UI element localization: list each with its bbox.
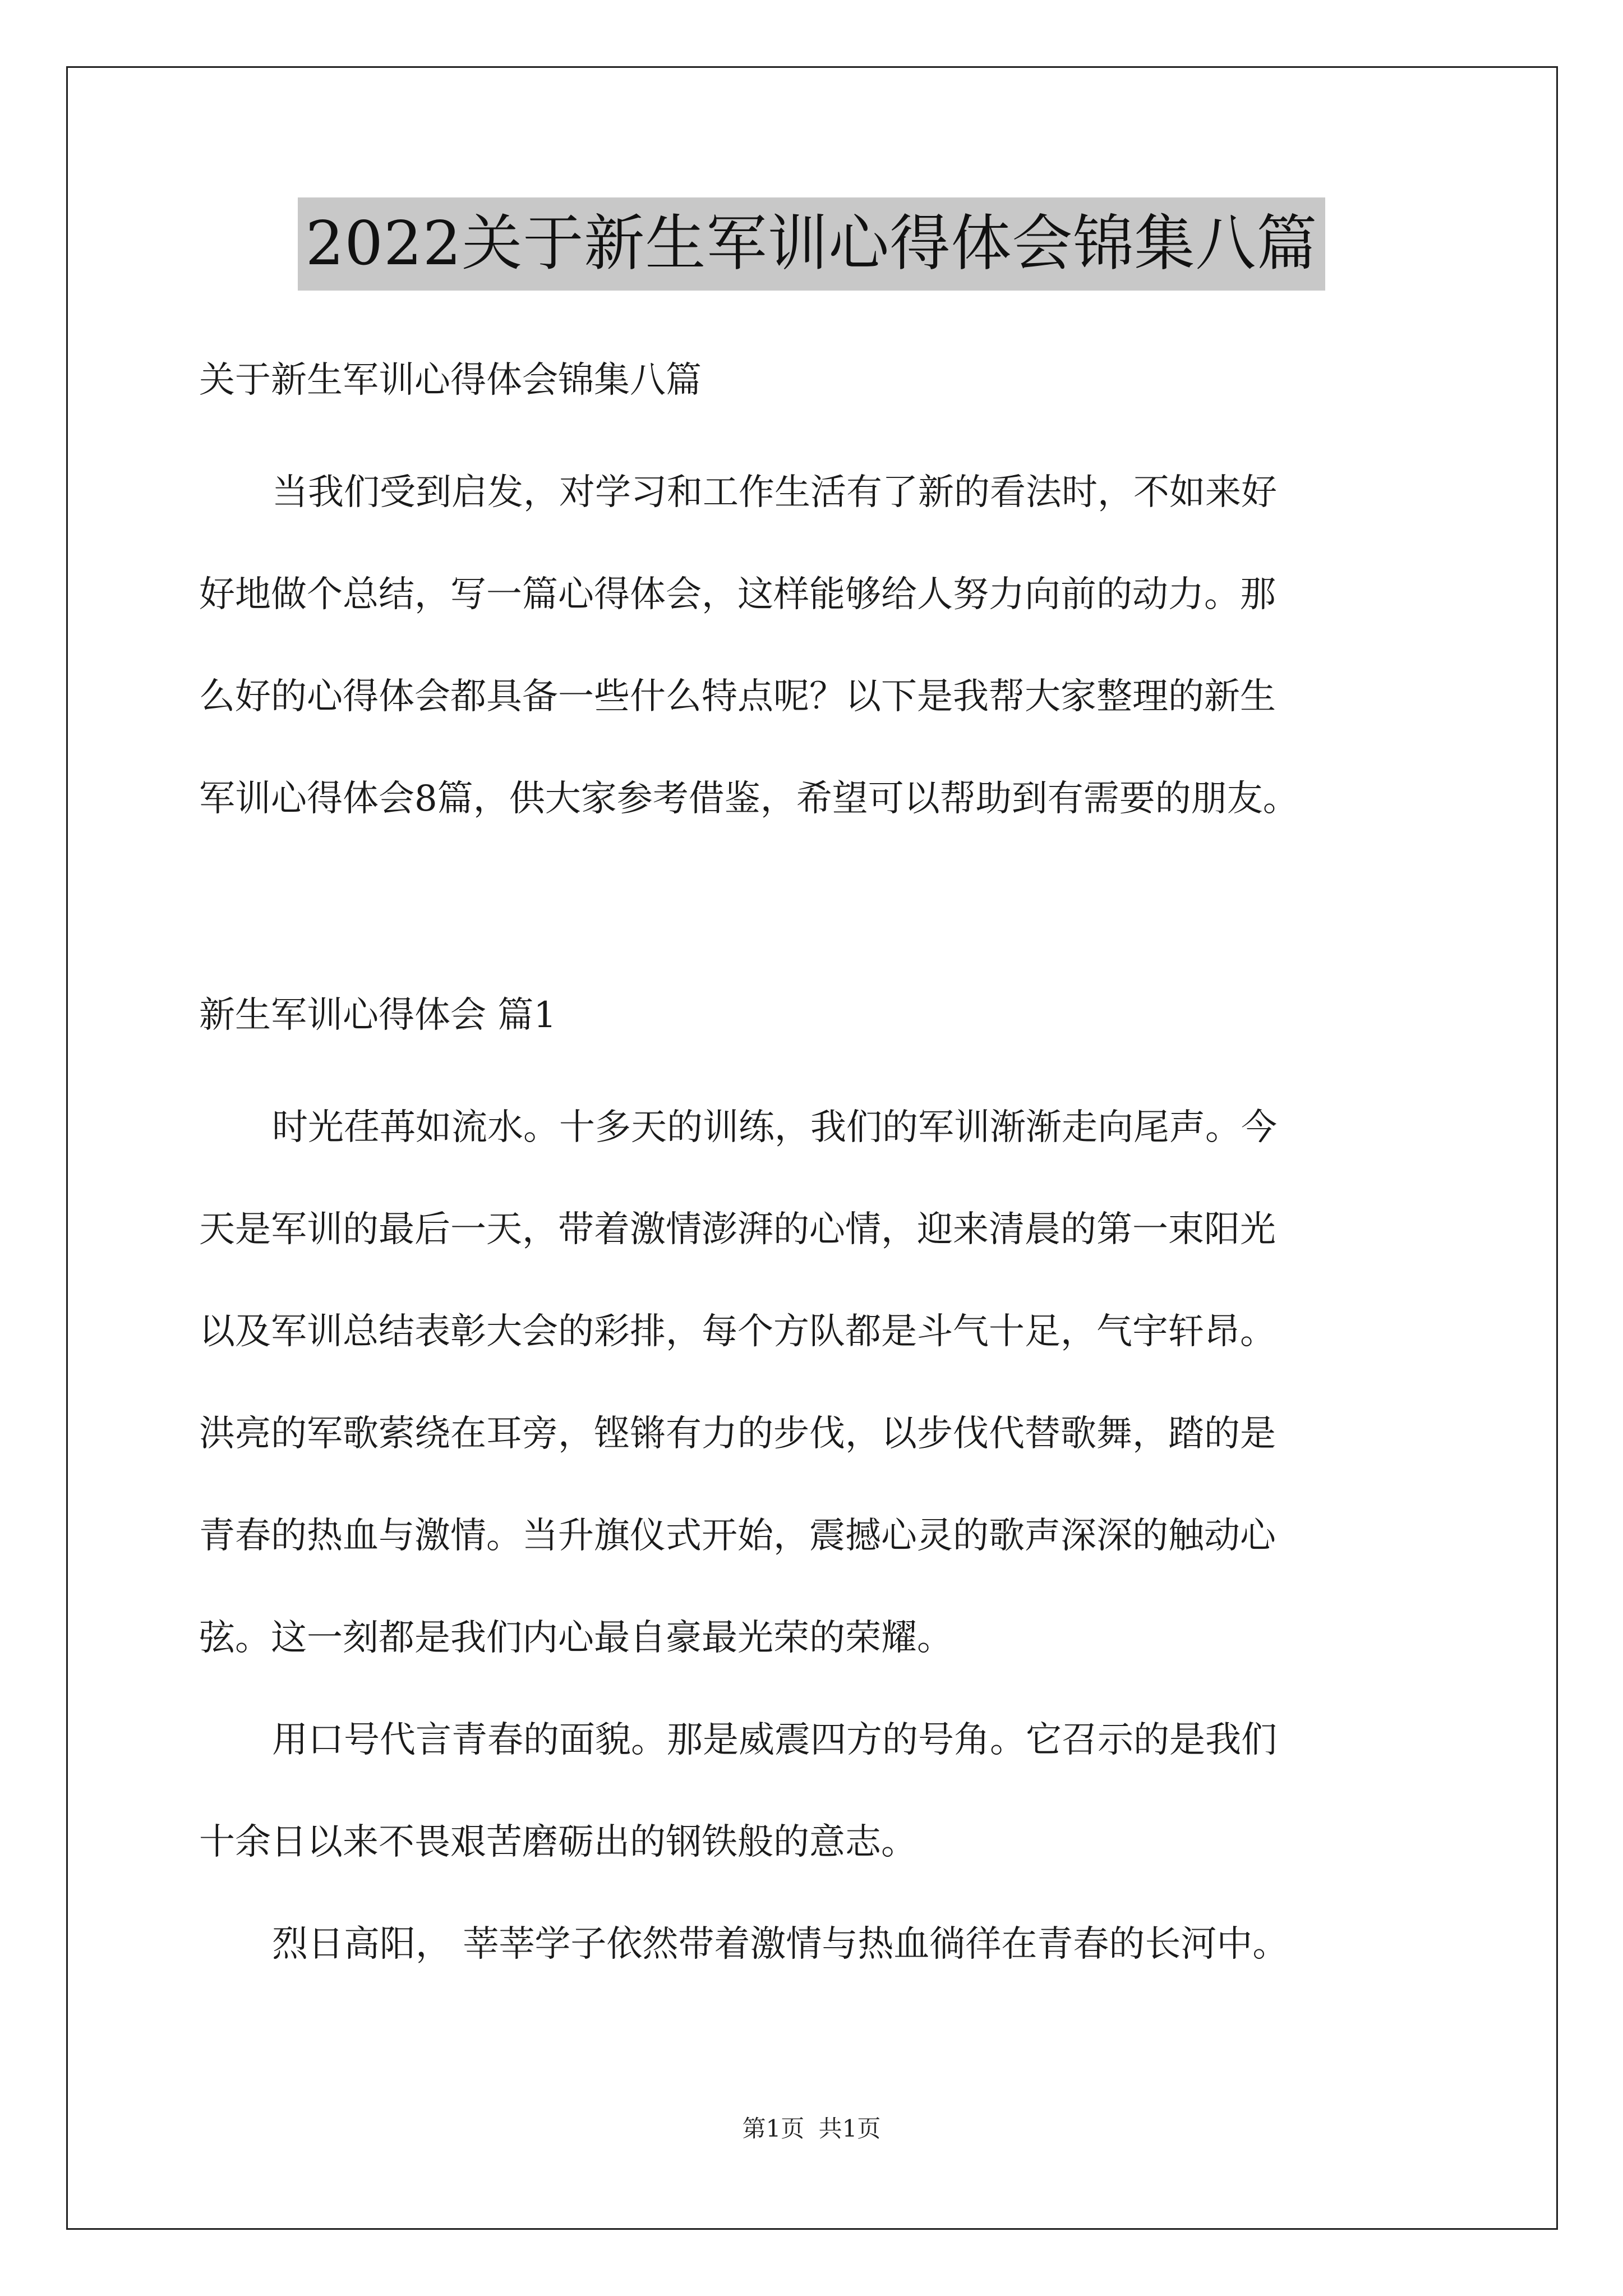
section-heading: 新生军训心得体会 篇1 xyxy=(199,995,557,1036)
section-line: 以及军训总结表彰大会的彩排，每个方队都是斗气十足，气宇轩昂。 xyxy=(199,1311,1276,1352)
section-line: 用口号代言青春的面貌。那是威震四方的号角。它召示的是我们 xyxy=(272,1719,1277,1761)
document-title: 2022关于新生军训心得体会锦集八篇 xyxy=(298,197,1326,291)
title-container xyxy=(0,197,1623,291)
section-line: 洪亮的军歌萦绕在耳旁，铿锵有力的步伐，以步伐代替歌舞，踏的是 xyxy=(199,1413,1276,1455)
section-line: 青春的热血与激情。当升旗仪式开始，震撼心灵的歌声深深的触动心 xyxy=(199,1515,1276,1557)
page-total: 共1页 xyxy=(818,2115,881,2142)
section-line: 十余日以来不畏艰苦磨砺出的钢铁般的意志。 xyxy=(199,1821,917,1863)
intro-line: 当我们受到启发，对学习和工作生活有了新的看法时，不如来好 xyxy=(272,472,1277,513)
section-line: 弦。这一刻都是我们内心最自豪最光荣的荣耀。 xyxy=(199,1617,953,1659)
intro-line: 军训心得体会8篇，供大家参考借鉴，希望可以帮助到有需要的朋友。 xyxy=(199,778,1299,820)
page-footer xyxy=(0,2112,1623,2146)
intro-line: 好地做个总结，写一篇心得体会，这样能够给人努力向前的动力。那 xyxy=(199,574,1276,615)
section-line: 烈日高阳， 莘莘学子依然带着激情与热血徜徉在青春的长河中。 xyxy=(272,1924,1289,1965)
section-line: 时光荏苒如流水。十多天的训练，我们的军训渐渐走向尾声。今 xyxy=(272,1107,1277,1148)
page-number: 第1页 xyxy=(742,2115,805,2142)
document-subtitle: 关于新生军训心得体会锦集八篇 xyxy=(199,360,702,401)
section-line: 天是军训的最后一天，带着激情澎湃的心情，迎来清晨的第一束阳光 xyxy=(199,1209,1276,1250)
intro-line: 么好的心得体会都具备一些什么特点呢？以下是我帮大家整理的新生 xyxy=(199,676,1276,717)
